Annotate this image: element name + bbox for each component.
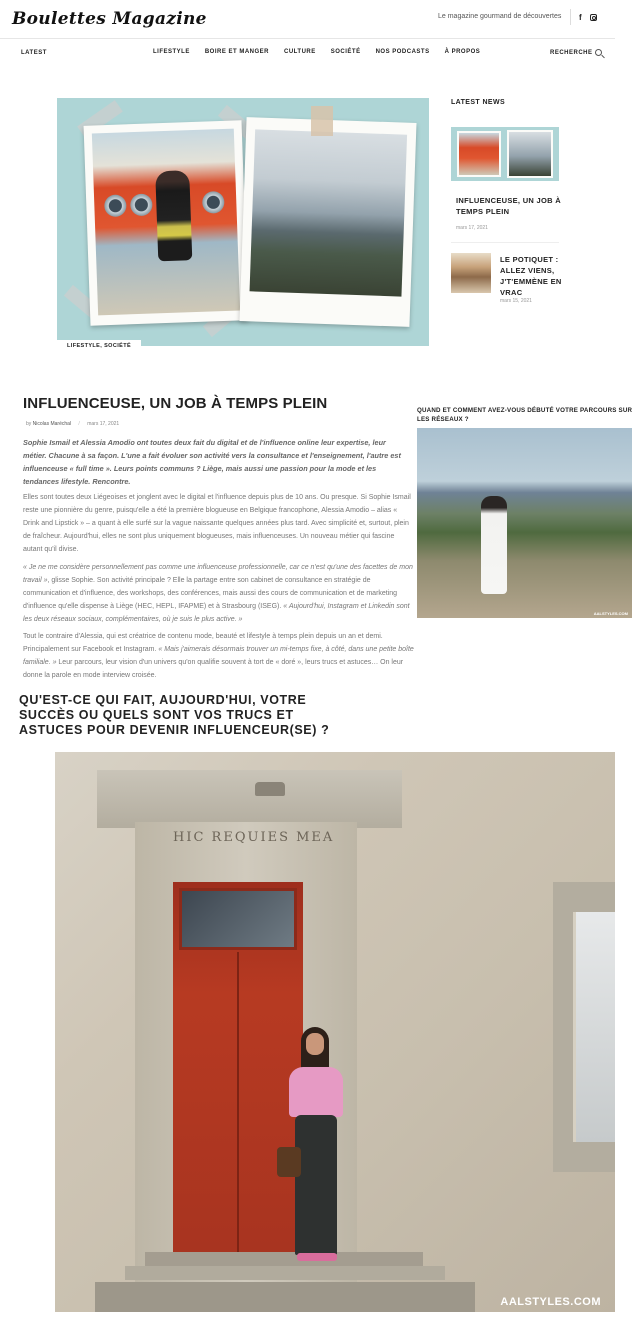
article-meta [26, 421, 119, 427]
stone-step [125, 1266, 445, 1280]
author-link[interactable]: Nicolas Maréchal [32, 421, 72, 427]
search-icon[interactable] [595, 49, 602, 56]
shoes-shape [297, 1253, 337, 1261]
latest-news-thumbnail[interactable] [451, 127, 559, 181]
nav-item-podcasts[interactable]: NOS PODCASTS [375, 49, 430, 55]
sidebar-divider [451, 242, 559, 243]
stone-step [95, 1282, 475, 1312]
thumbnail-photo [507, 130, 553, 178]
woman-figure [155, 170, 192, 261]
interview-heading: QU'EST-CE QUI FAIT, AUJOURD'HUI, VOTRE SUCCÈS OU QUELS SONT VOS TRUCS ET ASTUCES POUR DEVENIR INFLUENCEUR(SE) ? [19, 693, 330, 737]
article-paragraph: Elles sont toutes deux Liégeoises et jonglent avec le digital et l'influence depuis plus de 10 ans. Ou presque. Si Sophie Ismail reste une pionnière du genre, puisqu'elle a été la première blogueuse en Belgique francophone, Alessia Amodio – alias « Drink and Lipstick » – a quant à elle surfé sur la vague naissante quelques années plus tard. Avec simplicité et, surtout, plein de fraîcheur. Aujourd'hui, elles ne sont plus uniquement blogueuses, mais influenceuses. Un nouveau métier qui fascine autant qu'il divise. [23, 494, 411, 553]
site-logo[interactable]: Boulettes Magazine [12, 9, 207, 29]
paragraph-text: Tout le contraire d'Alessia, qui est créatrice de contenu mode, beauté et lifestyle à temps plein depuis un an et demi. Principalement sur Facebook et Instagram. [23, 633, 383, 653]
site-tagline: Le magazine gourmand de découvertes [438, 13, 562, 20]
photo-credit: AALSTYLES.COM [593, 611, 628, 616]
latest-news-heading: LATEST NEWS [451, 99, 506, 106]
nav-item-lifestyle[interactable]: LIFESTYLE [153, 49, 190, 55]
washer-graphic [202, 191, 225, 214]
header-divider [0, 38, 615, 39]
social-links [570, 9, 597, 25]
side-window [553, 882, 615, 1172]
wall-lamp [255, 782, 285, 796]
interview-question: QUAND ET COMMENT AVEZ-VOUS DÉBUTÉ VOTRE PARCOURS SUR LES RÉSEAUX ? [417, 407, 633, 423]
vineyard-photo [417, 428, 632, 618]
latest-news-date: mars 15, 2021 [500, 298, 532, 304]
quote: « Je ne me considère personnellement pas comme une influenceuse professionnelle, car ce n'est qu'une des facettes de mon travail » [23, 564, 413, 584]
meta-separator: / [78, 421, 80, 427]
washer-graphic [104, 194, 127, 217]
quote: « Mais j'aimerais désormais trouver un mi-temps fixe, à côté, dans une petite boîte familiale. » [23, 646, 414, 666]
handbag-shape [277, 1147, 301, 1177]
stone-lintel [97, 770, 402, 828]
thumbnail-photo [457, 131, 501, 177]
tape-decoration [311, 106, 333, 136]
door-split [237, 952, 239, 1252]
door-window [179, 888, 297, 950]
latest-news-title[interactable]: INFLUENCEUSE, UN JOB À TEMPS PLEIN [456, 196, 561, 216]
facebook-icon[interactable]: f [579, 12, 582, 22]
red-door-photo [55, 752, 615, 1312]
hero-image[interactable] [57, 98, 429, 346]
search-label[interactable]: RECHERCHE [550, 50, 593, 56]
main-nav [153, 49, 480, 55]
pink-top-shape [289, 1067, 343, 1117]
article-date: mars 17, 2021 [87, 421, 120, 427]
category-tags[interactable]: LIFESTYLE, SOCIÉTÉ [57, 340, 141, 352]
latest-news-title[interactable]: LE POTIQUET : ALLEZ VIENS, J'T'EMMÈNE EN VRAC [500, 255, 562, 297]
article-title: INFLUENCEUSE, UN JOB À TEMPS PLEIN [23, 395, 328, 412]
nav-item-boire-et-manger[interactable]: BOIRE ET MANGER [204, 49, 270, 55]
landscape-photo [250, 129, 408, 296]
nav-item-societe[interactable]: SOCIÉTÉ [330, 49, 361, 55]
polaroid-laundromat [84, 120, 249, 325]
nav-item-a-propos[interactable]: À PROPOS [444, 49, 481, 55]
instagram-icon[interactable] [590, 14, 597, 21]
stone-inscription: HIC REQUIES MEA [173, 830, 335, 845]
washer-graphic [130, 193, 153, 216]
latest-news-date: mars 17, 2021 [456, 225, 488, 231]
paragraph-text: , glisse Sophie. Son activité principale ? Elle la partage entre son cabinet de consultance en stratégie de communication et d'influence, des workshops, des conférences, mais aussi des cours de communication et de marketing d'influence qu'elle dispense à Liège (HEC, HEPL, IFAPME) et à Strasbourg (ISEG). [23, 577, 398, 610]
photo-credit: AALSTYLES.COM [500, 1296, 601, 1308]
author-prefix: by [26, 421, 32, 427]
latest-news-thumbnail[interactable] [451, 253, 491, 293]
woman-figure [481, 496, 507, 594]
nav-latest[interactable]: LATEST [21, 50, 47, 56]
paragraph-text: Leur parcours, leur vision d'un univers qu'on qualifie souvent à tort de « doré », leurs trucs et astuces… On leur donne la parole en mode interview croisée. [23, 659, 404, 679]
nav-item-culture[interactable]: CULTURE [284, 49, 316, 55]
article-paragraph [23, 561, 415, 626]
polaroid-landscape [239, 117, 416, 327]
woman-figure [283, 1027, 349, 1263]
article-lead: Sophie Ismail et Alessia Amodio ont toutes deux fait du digital et de l'influence online leur expertise, leur métier. Chacune à sa façon. L'une a fait évoluer son activité vers la consultance et l'enseignement, l'autre est influenceuse « full time ». Leurs points communs ? Liège, mais aussi une passion pour la mode et les tendances lifestyle. Rencontre. [23, 438, 401, 486]
pants-shape [295, 1115, 337, 1255]
quote: « Aujourd'hui, Instagram et Linkedin sont les deux réseaux sociaux, complémentaires, où je suis le plus active. » [23, 603, 410, 623]
article-paragraph [23, 630, 415, 682]
laundromat-photo [92, 129, 240, 316]
window-glass [573, 912, 615, 1142]
face-shape [306, 1033, 324, 1055]
